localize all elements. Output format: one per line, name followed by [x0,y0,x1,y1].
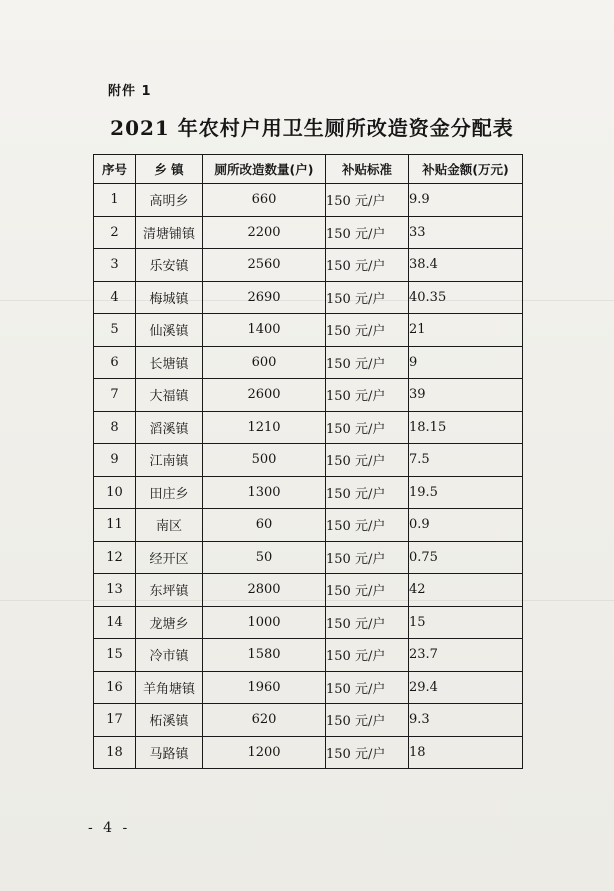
table-header-row [94,155,523,184]
cell-renovation-count: 2690 [203,281,326,314]
table-row [94,444,523,477]
cell-serial-number: 9 [94,444,136,477]
cell-subsidy-standard: 150 元/户 [326,606,409,639]
cell-subsidy-standard: 150 元/户 [326,444,409,477]
table-row [94,509,523,542]
cell-township: 经开区 [136,541,203,574]
cell-serial-number: 8 [94,411,136,444]
table-row [94,476,523,509]
table-row [94,541,523,574]
document-title: 2021 年农村户用卫生厕所改造资金分配表 [110,116,514,140]
table-row [94,216,523,249]
cell-subsidy-amount: 9.9 [409,184,523,217]
cell-subsidy-amount: 42 [409,574,523,607]
cell-township: 长塘镇 [136,346,203,379]
attachment-label: 附件 1 [108,84,152,99]
cell-serial-number: 14 [94,606,136,639]
cell-subsidy-amount: 40.35 [409,281,523,314]
table-row [94,249,523,282]
cell-subsidy-amount: 23.7 [409,639,523,672]
cell-township: 仙溪镇 [136,314,203,347]
cell-serial-number: 5 [94,314,136,347]
cell-township: 滔溪镇 [136,411,203,444]
cell-township: 龙塘乡 [136,606,203,639]
cell-subsidy-amount: 9.3 [409,704,523,737]
table-body [94,184,523,769]
cell-subsidy-standard: 150 元/户 [326,411,409,444]
cell-renovation-count: 660 [203,184,326,217]
cell-subsidy-standard: 150 元/户 [326,379,409,412]
cell-township: 梅城镇 [136,281,203,314]
cell-subsidy-standard: 150 元/户 [326,249,409,282]
cell-subsidy-standard: 150 元/户 [326,476,409,509]
cell-renovation-count: 50 [203,541,326,574]
cell-renovation-count: 2560 [203,249,326,282]
cell-renovation-count: 1960 [203,671,326,704]
header-township: 乡 镇 [136,155,203,184]
cell-renovation-count: 500 [203,444,326,477]
cell-subsidy-amount: 0.9 [409,509,523,542]
cell-serial-number: 16 [94,671,136,704]
cell-renovation-count: 1580 [203,639,326,672]
cell-subsidy-amount: 33 [409,216,523,249]
cell-serial-number: 11 [94,509,136,542]
cell-serial-number: 2 [94,216,136,249]
cell-subsidy-amount: 15 [409,606,523,639]
cell-renovation-count: 1300 [203,476,326,509]
cell-serial-number: 15 [94,639,136,672]
cell-serial-number: 7 [94,379,136,412]
cell-subsidy-amount: 18 [409,736,523,769]
cell-township: 江南镇 [136,444,203,477]
cell-renovation-count: 2800 [203,574,326,607]
cell-serial-number: 10 [94,476,136,509]
cell-subsidy-amount: 38.4 [409,249,523,282]
table-row [94,314,523,347]
cell-serial-number: 13 [94,574,136,607]
cell-subsidy-standard: 150 元/户 [326,184,409,217]
cell-subsidy-standard: 150 元/户 [326,704,409,737]
cell-subsidy-standard: 150 元/户 [326,736,409,769]
table-row [94,574,523,607]
cell-subsidy-standard: 150 元/户 [326,541,409,574]
cell-township: 马路镇 [136,736,203,769]
cell-subsidy-standard: 150 元/户 [326,574,409,607]
table-row [94,379,523,412]
cell-renovation-count: 1000 [203,606,326,639]
header-serial-number: 序号 [94,155,136,184]
table-row [94,671,523,704]
cell-subsidy-amount: 9 [409,346,523,379]
table-row [94,606,523,639]
cell-subsidy-amount: 21 [409,314,523,347]
cell-serial-number: 1 [94,184,136,217]
cell-renovation-count: 2600 [203,379,326,412]
cell-township: 南区 [136,509,203,542]
cell-township: 羊角塘镇 [136,671,203,704]
page-number: - 4 - [88,820,131,836]
cell-township: 清塘铺镇 [136,216,203,249]
cell-township: 东坪镇 [136,574,203,607]
cell-subsidy-amount: 39 [409,379,523,412]
table-row [94,281,523,314]
cell-subsidy-amount: 7.5 [409,444,523,477]
cell-serial-number: 18 [94,736,136,769]
table-row [94,346,523,379]
header-subsidy-amount: 补贴金额(万元) [409,155,523,184]
cell-subsidy-amount: 0.75 [409,541,523,574]
cell-serial-number: 17 [94,704,136,737]
cell-subsidy-amount: 19.5 [409,476,523,509]
cell-subsidy-amount: 18.15 [409,411,523,444]
cell-township: 柘溪镇 [136,704,203,737]
cell-serial-number: 12 [94,541,136,574]
cell-township: 田庄乡 [136,476,203,509]
table-row [94,736,523,769]
cell-township: 高明乡 [136,184,203,217]
table-row [94,704,523,737]
header-subsidy-standard: 补贴标准 [326,155,409,184]
cell-township: 大福镇 [136,379,203,412]
header-renovation-count: 厕所改造数量(户) [203,155,326,184]
cell-subsidy-standard: 150 元/户 [326,216,409,249]
cell-township: 冷市镇 [136,639,203,672]
cell-serial-number: 3 [94,249,136,282]
cell-renovation-count: 620 [203,704,326,737]
cell-renovation-count: 2200 [203,216,326,249]
cell-renovation-count: 60 [203,509,326,542]
cell-subsidy-standard: 150 元/户 [326,281,409,314]
cell-serial-number: 6 [94,346,136,379]
cell-serial-number: 4 [94,281,136,314]
cell-subsidy-standard: 150 元/户 [326,509,409,542]
allocation-table [93,154,523,769]
cell-subsidy-standard: 150 元/户 [326,671,409,704]
cell-subsidy-standard: 150 元/户 [326,346,409,379]
table-row [94,184,523,217]
cell-renovation-count: 1400 [203,314,326,347]
cell-township: 乐安镇 [136,249,203,282]
cell-renovation-count: 1210 [203,411,326,444]
table-row [94,639,523,672]
cell-subsidy-standard: 150 元/户 [326,639,409,672]
cell-renovation-count: 1200 [203,736,326,769]
cell-subsidy-standard: 150 元/户 [326,314,409,347]
table-row [94,411,523,444]
cell-subsidy-amount: 29.4 [409,671,523,704]
cell-renovation-count: 600 [203,346,326,379]
